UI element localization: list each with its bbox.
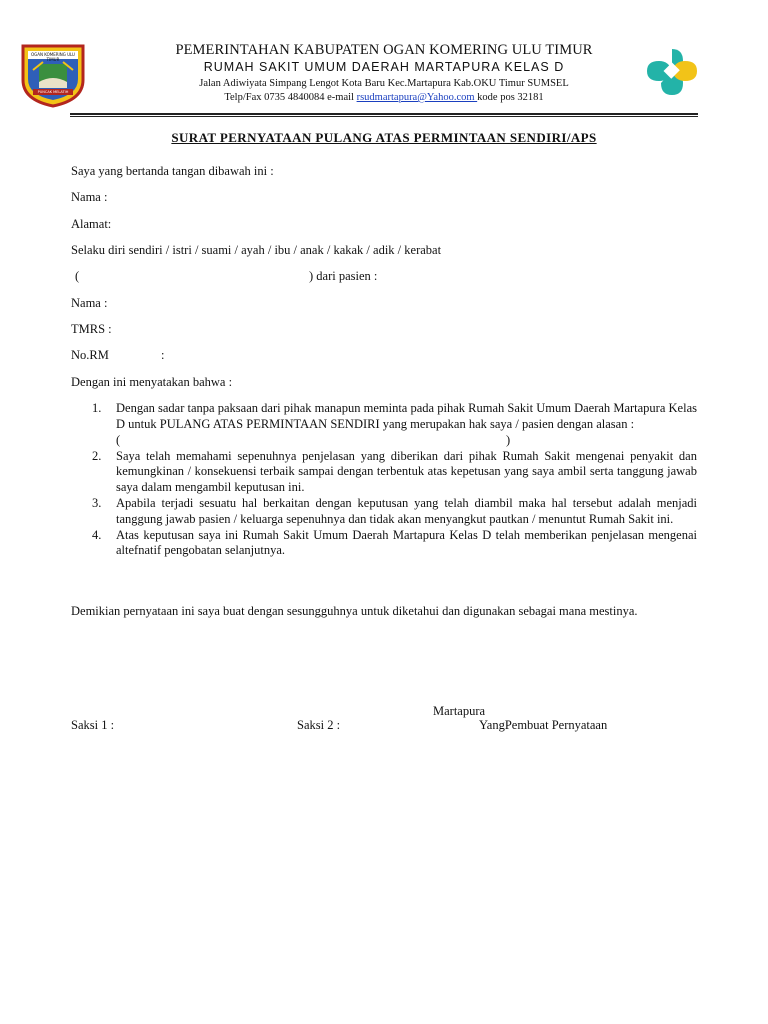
reason-paren-open: ( xyxy=(116,432,121,447)
contact-suffix: kode pos 32181 xyxy=(477,92,544,103)
header-divider-thin xyxy=(70,116,698,117)
header-address: Jalan Adiwiyata Simpang Lengot Kota Baru Kec.Martapura Kab.OKU Timur SUMSEL xyxy=(199,78,569,89)
header-government: PEMERINTAHAN KABUPATEN OGAN KOMERING ULU TIMUR xyxy=(175,42,593,58)
field-alamat: Alamat: xyxy=(71,217,112,231)
header-divider-thick xyxy=(70,113,698,115)
field-nama-signer: Nama : xyxy=(71,190,108,204)
list-item-number: 1. xyxy=(92,401,102,415)
declarant-label: YangPembuat Pernyataan xyxy=(479,718,608,732)
field-norm-label: No.RM xyxy=(71,348,109,362)
statement-list xyxy=(92,401,697,559)
document-title: SURAT PERNYATAAN PULANG ATAS PERMINTAAN SENDIRI/APS xyxy=(171,130,597,145)
list-item-number: 3. xyxy=(92,495,102,510)
list-item-text: Apabila terjadi sesuatu hal berkaitan dengan keputusan yang telah diambil maka hal tersebut adalah menjadi tanggung jawab pasien / keluarga sepenuhnya dan tidak akan menyangkut pautkan / menuntut Rumah Sakit ini. xyxy=(116,495,697,526)
field-norm-colon: : xyxy=(161,348,165,362)
list-item-number: 4. xyxy=(92,527,102,542)
email-link[interactable]: rsudmartapura@Yahoo.com xyxy=(356,92,478,103)
list-item xyxy=(92,449,697,496)
reason-paren-close: ) xyxy=(506,432,511,447)
list-item-text: Atas keputusan saya ini Rumah Sakit Umum Daerah Martapura Kelas D telah memberikan penjelasan mengenai altefnatif pengobatan selanjutnya. xyxy=(116,527,697,558)
field-relasi: Selaku diri sendiri / istri / suami / ayah / ibu / anak / kakak / adik / kerabat xyxy=(71,243,442,257)
list-item-number: 2. xyxy=(92,448,102,463)
logo-text: OGAN KOMERING ULU TIMUR xyxy=(31,52,75,62)
logo-motto: PUNCAK MELATIH xyxy=(37,90,69,94)
list-item-text: Saya telah memahami sepenuhnya penjelasan yang diberikan dari pihak Rumah Sakit mengenai penyakit dan kemungkinan / konsekuensi terbaik sampai dengan terbentuk atas kepetusan yang saya ambil serta tanggung jawab saya dalam mengambil keputusan ini. xyxy=(116,448,697,495)
list-item-text: Dengan sadar tanpa paksaan dari pihak manapun meminta pada pihak Rumah Sakit Umum Daerah Martapura Kelas D untuk PULANG ATAS PERMINTAAN SENDIRI yang merupakan hak saya / pasien dengan alasan : xyxy=(116,401,697,431)
list-item xyxy=(92,401,697,449)
intro-text: Saya yang bertanda tangan dibawah ini : xyxy=(71,164,274,178)
witness-2-label: Saksi 2 : xyxy=(297,718,341,732)
reason-blank xyxy=(116,433,697,449)
list-item xyxy=(92,496,697,528)
field-tmrs: TMRS : xyxy=(71,322,112,336)
statement-intro: Dengan ini menyatakan bahwa : xyxy=(71,375,233,389)
contact-prefix: Telp/Fax 0735 4840084 e-mail xyxy=(224,92,357,103)
closing-statement: Demikian pernyataan ini saya buat dengan sesungguhnya untuk diketahui dan digunakan sebagai mana mestinya. xyxy=(71,604,638,618)
field-nama-pasien: Nama : xyxy=(71,296,108,310)
relasi-paren-open: ( xyxy=(75,269,80,283)
witness-1-label: Saksi 1 : xyxy=(71,718,115,732)
list-item xyxy=(92,528,697,560)
header-hospital-name: RUMAH SAKIT UMUM DAERAH MARTAPURA KELAS D xyxy=(203,60,565,74)
header-contact xyxy=(0,92,768,103)
signature-place: Martapura xyxy=(433,704,486,718)
relasi-paren-close: ) dari pasien : xyxy=(309,269,378,283)
